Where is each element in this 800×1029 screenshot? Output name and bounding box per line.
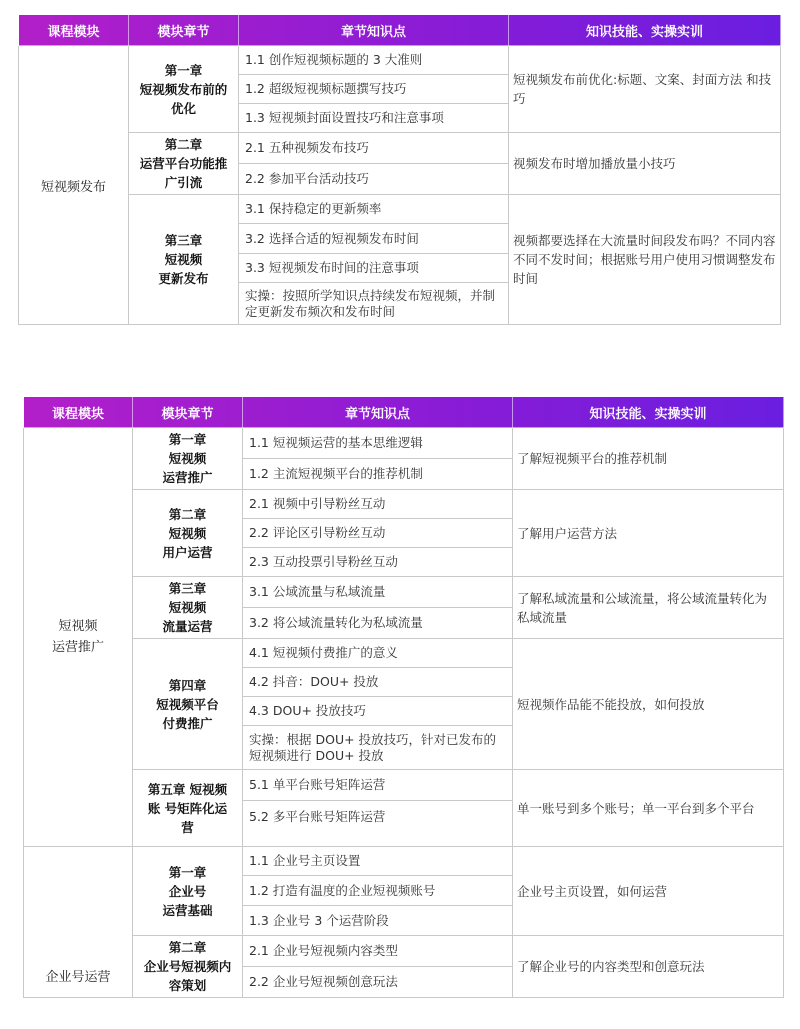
header-skills-training: 知识技能、实操实训 xyxy=(513,397,784,428)
skill-cell: 视频发布时增加播放量小技巧 xyxy=(509,133,781,195)
chapter-title-line: 短视频 xyxy=(168,451,207,466)
skill-cell: 企业号主页设置，如何运营 xyxy=(513,847,784,936)
chapter-title-line: 流量运营 xyxy=(162,619,213,634)
chapter-cell xyxy=(133,770,243,847)
knowledge-point: 1.1 短视频运营的基本思维逻辑 xyxy=(243,428,513,459)
chapter-number: 第四章 xyxy=(168,677,207,693)
header-module-chapter: 模块章节 xyxy=(133,397,243,428)
chapter-cell xyxy=(129,195,239,325)
chapter-cell xyxy=(133,847,243,936)
table-row xyxy=(24,428,784,459)
skill-cell: 单一账号到多个账号；单一平台到多个平台 xyxy=(513,770,784,847)
table-header-row xyxy=(24,397,784,428)
knowledge-point: 5.1 单平台账号矩阵运营 xyxy=(243,770,513,801)
module-name: 企业号运营 xyxy=(45,970,111,985)
chapter-number: 第二章 xyxy=(168,506,207,522)
table-row xyxy=(24,639,784,668)
knowledge-point: 2.1 企业号短视频内容类型 xyxy=(243,936,513,967)
chapter-title-line: 容策划 xyxy=(168,978,207,993)
chapter-title-line: 企业号 xyxy=(168,883,207,899)
knowledge-point: 3.3 短视频发布时间的注意事项 xyxy=(239,254,509,283)
chapter-cell xyxy=(133,490,243,577)
skill-cell: 短视频发布前优化:标题、文案、封面方法 和技巧 xyxy=(509,46,781,133)
header-skills-training: 知识技能、实操实训 xyxy=(509,15,781,46)
chapter-cell xyxy=(129,133,239,195)
skill-cell: 短视频作品能不能投放，如何投放 xyxy=(513,639,784,770)
knowledge-point: 1.1 创作短视频标题的 3 大准则 xyxy=(239,46,509,75)
knowledge-point: 4.1 短视频付费推广的意义 xyxy=(243,639,513,668)
chapter-number: 第三章 xyxy=(164,233,203,248)
module-cell xyxy=(24,428,133,847)
knowledge-point: 2.2 参加平台活动技巧 xyxy=(239,164,509,195)
knowledge-point: 2.2 评论区引导粉丝互动 xyxy=(243,519,513,548)
knowledge-point: 2.2 企业号短视频创意玩法 xyxy=(243,967,513,998)
knowledge-point: 1.2 打造有温度的企业短视频账号 xyxy=(243,876,513,906)
header-module-chapter: 模块章节 xyxy=(129,15,239,46)
chapter-title-line: 广引流 xyxy=(164,175,203,190)
skill-cell: 视频都要选择在大流量时间段发布吗？不同内容不同不发时间；根据账号用户使用习惯调整发布时间 xyxy=(509,195,781,325)
chapter-title-line: 短视频 xyxy=(168,600,207,615)
chapter-number: 第一章 xyxy=(168,432,207,447)
course-table-1 xyxy=(18,14,781,325)
chapter-number: 第三章 xyxy=(168,581,207,596)
chapter-title-line: 短视频平台 xyxy=(156,696,219,712)
chapter-title-line: 企业号短视频内 xyxy=(143,959,232,974)
module-name: 短视频发布 xyxy=(40,179,106,195)
chapter-title-line: 短视频 xyxy=(168,525,207,541)
chapter-title-line: 营 xyxy=(181,819,194,835)
chapter-cell xyxy=(133,577,243,639)
practice-task: 实操：根据 DOU+ 投放技巧，针对已发布的短视频进行 DOU+ 投放 xyxy=(243,726,513,770)
chapter-title-line: 运营基础 xyxy=(162,902,213,918)
knowledge-point: 1.2 主流短视频平台的推荐机制 xyxy=(243,459,513,490)
skill-cell: 了解企业号的内容类型和创意玩法 xyxy=(513,936,784,998)
knowledge-point: 3.2 将公域流量转化为私域流量 xyxy=(243,608,513,639)
chapter-number: 第二章 xyxy=(168,940,207,955)
table-row xyxy=(24,936,784,967)
module-name: 短视频 xyxy=(58,619,98,634)
module-name: 运营推广 xyxy=(51,640,104,655)
chapter-cell xyxy=(133,936,243,998)
skill-cell: 了解私域流量和公域流量，将公域流量转化为私域流量 xyxy=(513,577,784,639)
chapter-title-line: 更新发布 xyxy=(158,271,209,286)
module-cell xyxy=(19,46,129,325)
header-course-module: 课程模块 xyxy=(24,397,133,428)
knowledge-point: 1.2 超级短视频标题撰写技巧 xyxy=(239,75,509,104)
table-row xyxy=(24,490,784,519)
header-knowledge-points: 章节知识点 xyxy=(243,397,513,428)
table-row xyxy=(24,577,784,608)
chapter-number: 第一章 xyxy=(164,62,203,78)
knowledge-point: 4.2 抖音：DOU+ 投放 xyxy=(243,668,513,697)
knowledge-point: 2.1 五种视频发布技巧 xyxy=(239,133,509,164)
knowledge-point: 1.3 短视频封面设置技巧和注意事项 xyxy=(239,104,509,133)
chapter-number: 第二章 xyxy=(164,137,203,152)
knowledge-point: 3.1 公域流量与私域流量 xyxy=(243,577,513,608)
course-table-2 xyxy=(23,396,784,998)
table-row xyxy=(19,46,781,75)
chapter-title-line: 运营平台功能推 xyxy=(139,156,228,171)
table-row xyxy=(19,195,781,224)
skill-cell: 了解用户运营方法 xyxy=(513,490,784,577)
knowledge-point: 3.2 选择合适的短视频发布时间 xyxy=(239,224,509,254)
chapter-cell xyxy=(133,428,243,490)
module-cell xyxy=(24,847,133,998)
skill-cell: 了解短视频平台的推荐机制 xyxy=(513,428,784,490)
knowledge-point: 5.2 多平台账号矩阵运营 xyxy=(243,801,513,847)
chapter-cell xyxy=(133,639,243,770)
chapter-title-line: 短视频 xyxy=(164,252,203,267)
chapter-number: 第五章 短视频 xyxy=(147,781,228,797)
chapter-title-line: 付费推广 xyxy=(162,715,213,731)
chapter-number: 第一章 xyxy=(168,864,207,880)
chapter-title-line: 优化 xyxy=(170,100,196,116)
knowledge-point: 4.3 DOU+ 投放技巧 xyxy=(243,697,513,726)
table-row xyxy=(19,133,781,164)
chapter-title-line: 用户运营 xyxy=(162,544,213,560)
chapter-title-line: 短视频发布前的 xyxy=(139,81,228,97)
knowledge-point: 2.1 视频中引导粉丝互动 xyxy=(243,490,513,519)
knowledge-point: 1.1 企业号主页设置 xyxy=(243,847,513,876)
knowledge-point: 1.3 企业号 3 个运营阶段 xyxy=(243,906,513,936)
chapter-cell xyxy=(129,46,239,133)
header-knowledge-points: 章节知识点 xyxy=(239,15,509,46)
chapter-title-line: 账 号矩阵化运 xyxy=(147,800,228,816)
knowledge-point: 3.1 保持稳定的更新频率 xyxy=(239,195,509,224)
table-row xyxy=(24,770,784,801)
practice-task: 实操：按照所学知识点持续发布短视频，并制定更新发布频次和发布时间 xyxy=(239,283,509,325)
header-course-module: 课程模块 xyxy=(19,15,129,46)
table-row xyxy=(24,847,784,876)
chapter-title-line: 运营推广 xyxy=(162,470,213,485)
table-header-row xyxy=(19,15,781,46)
knowledge-point: 2.3 互动投票引导粉丝互动 xyxy=(243,548,513,577)
